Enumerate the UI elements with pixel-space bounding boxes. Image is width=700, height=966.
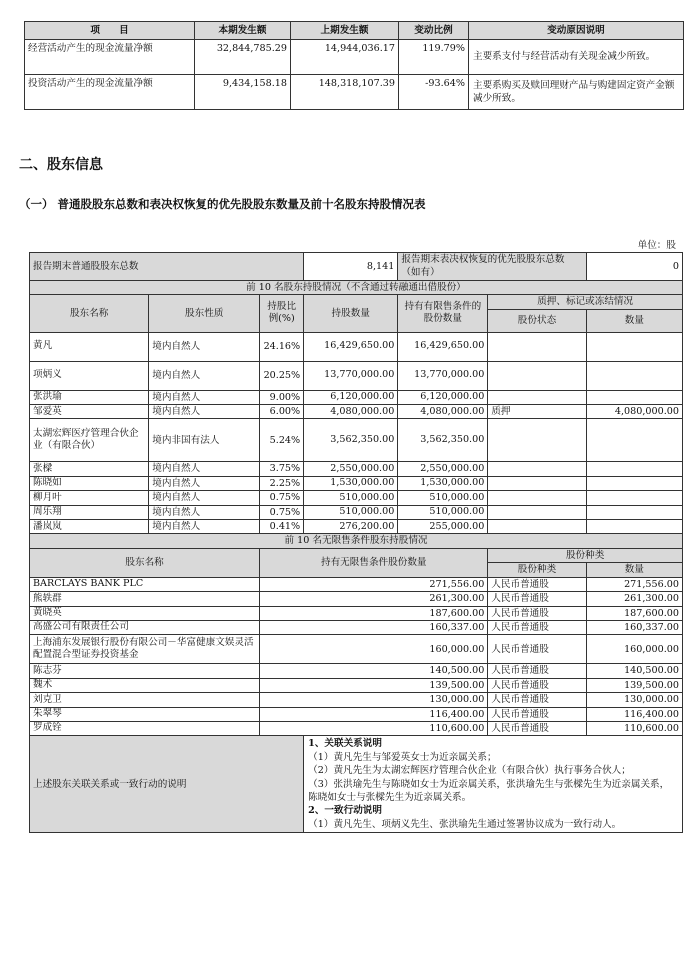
shareholder-pledge-status: [488, 476, 586, 490]
u-holder-name: 罗成铨: [30, 721, 260, 735]
shareholder-ratio: 0.75%: [260, 491, 304, 505]
shareholder-restricted: 16,429,650.00: [398, 332, 488, 361]
u-holder-name: 高盛公司有限责任公司: [30, 620, 260, 634]
u-holder-name: 上海浦东发展银行股份有限公司－华富健康文娱灵活配置混合型证券投资基金: [30, 635, 260, 664]
shareholder-restricted: 1,530,000.00: [398, 476, 488, 490]
cashflow-row: [25, 40, 684, 75]
shareholder-ratio: 0.41%: [260, 520, 304, 534]
u-holder-num: 139,500.00: [586, 678, 682, 692]
shareholder-restricted: 4,080,000.00: [398, 405, 488, 419]
shareholder-name: 陈晓如: [30, 476, 149, 490]
shareholder-restricted: 13,770,000.00: [398, 361, 488, 390]
unrestricted-row: [30, 635, 683, 664]
shareholder-nature: 境内自然人: [149, 491, 260, 505]
col-ratio-header: 持股比例(%): [260, 295, 304, 332]
shareholder-row: [30, 419, 683, 462]
shareholder-name: 黄凡: [30, 332, 149, 361]
cashflow-table: [24, 21, 684, 110]
shareholder-ratio: 6.00%: [260, 405, 304, 419]
total-holders-row: [30, 253, 683, 281]
shareholder-ratio: 24.16%: [260, 332, 304, 361]
cashflow-previous: 148,318,107.39: [291, 75, 399, 110]
col-name-header: 股东名称: [30, 295, 149, 332]
top10-title-row: [30, 280, 683, 294]
shareholder-nature: 境内自然人: [149, 390, 260, 404]
top10-title: 前 10 名股东持股情况（不含通过转融通出借股份）: [30, 280, 683, 294]
shareholder-name: 潘岚岚: [30, 520, 149, 534]
cashflow-header-current: 本期发生额: [195, 22, 291, 40]
u-holder-name: 刘克卫: [30, 693, 260, 707]
shareholder-name: 邹爱英: [30, 405, 149, 419]
shareholders-table: [29, 252, 683, 833]
shareholder-shares: 510,000.00: [304, 505, 398, 519]
relation-heading: 2、一致行动说明: [308, 805, 382, 817]
shareholder-pledge-qty: [586, 462, 682, 476]
u-holder-qty: 187,600.00: [260, 606, 488, 620]
cashflow-ratio: 119.79%: [399, 40, 469, 75]
top10-header-row: [30, 295, 683, 309]
cashflow-header-row: [25, 22, 684, 40]
shareholder-shares: 3,562,350.00: [304, 419, 398, 462]
shareholder-pledge-qty: [586, 520, 682, 534]
shareholder-ratio: 0.75%: [260, 505, 304, 519]
shareholder-pledge-qty: [586, 505, 682, 519]
relation-line: （1）黄凡先生与邹爱英女士为近亲属关系；: [308, 751, 497, 763]
shareholder-name: 张洪瑜: [30, 390, 149, 404]
shareholder-pledge-status: [488, 332, 586, 361]
u-holder-name: 魏术: [30, 678, 260, 692]
shareholder-shares: 2,550,000.00: [304, 462, 398, 476]
shareholder-restricted: 255,000.00: [398, 520, 488, 534]
col-restricted-header: 持有有限售条件的股份数量: [398, 295, 488, 332]
shareholder-row: [30, 332, 683, 361]
shareholder-row: [30, 491, 683, 505]
cashflow-header-ratio: 变动比例: [399, 22, 469, 40]
total-holders-label: 报告期末普通股股东总数: [30, 253, 304, 281]
u-holder-num: 160,337.00: [586, 620, 682, 634]
u-holder-type: 人民币普通股: [488, 577, 586, 591]
shareholder-restricted: 3,562,350.00: [398, 419, 488, 462]
shareholder-nature: 境内自然人: [149, 361, 260, 390]
shareholder-row: [30, 476, 683, 490]
u-holder-qty: 110,600.00: [260, 721, 488, 735]
shareholder-shares: 276,200.00: [304, 520, 398, 534]
u-col-type-header: 股份种类: [488, 563, 586, 577]
col-pledge-status-header: 股份状态: [488, 309, 586, 332]
u-holder-type: 人民币普通股: [488, 693, 586, 707]
shareholder-row: [30, 361, 683, 390]
shareholder-restricted: 2,550,000.00: [398, 462, 488, 476]
col-nature-header: 股东性质: [149, 295, 260, 332]
cashflow-header-previous: 上期发生额: [291, 22, 399, 40]
unrestricted-header-row: [30, 548, 683, 562]
shareholder-nature: 境内非国有法人: [149, 419, 260, 462]
shareholder-nature: 境内自然人: [149, 520, 260, 534]
cashflow-header-reason: 变动原因说明: [469, 22, 684, 40]
shareholder-restricted: 510,000.00: [398, 505, 488, 519]
u-holder-name: BARCLAYS BANK PLC: [30, 577, 260, 591]
total-holders-value: 8,141: [304, 253, 398, 281]
u-holder-type: 人民币普通股: [488, 707, 586, 721]
shareholder-nature: 境内自然人: [149, 332, 260, 361]
shareholder-row: [30, 520, 683, 534]
u-holder-name: 黄晓英: [30, 606, 260, 620]
shareholder-shares: 13,770,000.00: [304, 361, 398, 390]
u-holder-qty: 261,300.00: [260, 592, 488, 606]
shareholder-name: 张樑: [30, 462, 149, 476]
u-holder-name: 熊轶群: [30, 592, 260, 606]
cashflow-item: 投资活动产生的现金流量净额: [25, 75, 195, 110]
shareholder-shares: 4,080,000.00: [304, 405, 398, 419]
unrestricted-row: [30, 664, 683, 678]
unrestricted-row: [30, 606, 683, 620]
preferred-holders-label: 报告期末表决权恢复的优先股股东总数（如有）: [398, 253, 586, 281]
shareholder-ratio: 20.25%: [260, 361, 304, 390]
u-holder-type: 人民币普通股: [488, 635, 586, 664]
u-holder-type: 人民币普通股: [488, 678, 586, 692]
shareholder-ratio: 2.25%: [260, 476, 304, 490]
relation-note: [304, 736, 683, 833]
u-holder-qty: 130,000.00: [260, 693, 488, 707]
unrestricted-row: [30, 620, 683, 634]
shareholder-row: [30, 505, 683, 519]
u-holder-qty: 116,400.00: [260, 707, 488, 721]
u-holder-type: 人民币普通股: [488, 592, 586, 606]
u-holder-num: 187,600.00: [586, 606, 682, 620]
shareholder-ratio: 3.75%: [260, 462, 304, 476]
unrestricted-row: [30, 707, 683, 721]
shareholder-name: 柳月叶: [30, 491, 149, 505]
u-col-type-group-header: 股份种类: [488, 548, 683, 562]
shareholder-row: [30, 390, 683, 404]
shareholder-pledge-qty: 4,080,000.00: [586, 405, 682, 419]
relation-row: [30, 736, 683, 833]
u-holder-num: 110,600.00: [586, 721, 682, 735]
u-holder-qty: 160,000.00: [260, 635, 488, 664]
shareholder-ratio: 5.24%: [260, 419, 304, 462]
shareholder-pledge-qty: [586, 332, 682, 361]
u-holder-type: 人民币普通股: [488, 620, 586, 634]
shareholder-row: [30, 462, 683, 476]
shareholder-nature: 境内自然人: [149, 405, 260, 419]
shareholder-nature: 境内自然人: [149, 476, 260, 490]
col-shares-header: 持股数量: [304, 295, 398, 332]
u-holder-num: 160,000.00: [586, 635, 682, 664]
cashflow-current: 9,434,158.18: [195, 75, 291, 110]
shareholder-pledge-status: [488, 505, 586, 519]
u-holder-num: 140,500.00: [586, 664, 682, 678]
unrestricted-row: [30, 693, 683, 707]
shareholder-name: 项炳义: [30, 361, 149, 390]
shareholder-nature: 境内自然人: [149, 462, 260, 476]
cashflow-current: 32,844,785.29: [195, 40, 291, 75]
shareholder-pledge-qty: [586, 419, 682, 462]
cashflow-header-item: 项 目: [25, 22, 195, 40]
u-holder-type: 人民币普通股: [488, 721, 586, 735]
u-holder-num: 261,300.00: [586, 592, 682, 606]
u-holder-qty: 271,556.00: [260, 577, 488, 591]
u-holder-qty: 139,500.00: [260, 678, 488, 692]
shareholder-name: 太湖宏辉医疗管理合伙企业（有限合伙）: [30, 419, 149, 462]
unrestricted-row: [30, 577, 683, 591]
unit-label: 单位：股: [637, 240, 676, 251]
cashflow-ratio: -93.64%: [399, 75, 469, 110]
u-holder-name: 陈志芬: [30, 664, 260, 678]
relation-label: 上述股东关联关系或一致行动的说明: [30, 736, 304, 833]
unrestricted-title: 前 10 名无限售条件股东持股情况: [30, 534, 683, 548]
u-holder-num: 130,000.00: [586, 693, 682, 707]
section-title: 二、股东信息: [19, 157, 103, 173]
shareholder-shares: 6,120,000.00: [304, 390, 398, 404]
shareholder-shares: 510,000.00: [304, 491, 398, 505]
shareholder-pledge-status: [488, 419, 586, 462]
shareholder-pledge-status: 质押: [488, 405, 586, 419]
u-col-name-header: 股东名称: [30, 548, 260, 577]
shareholder-pledge-status: [488, 390, 586, 404]
u-col-qty-header: 持有无限售条件股份数量: [260, 548, 488, 577]
col-pledge-group-header: 质押、标记或冻结情况: [488, 295, 683, 309]
u-holder-name: 朱翠琴: [30, 707, 260, 721]
cashflow-reason: 主要系购买及赎回理财产品与购建固定资产金额减少所致。: [469, 75, 684, 110]
shareholder-restricted: 510,000.00: [398, 491, 488, 505]
shareholder-pledge-status: [488, 520, 586, 534]
shareholder-pledge-qty: [586, 491, 682, 505]
cashflow-row: [25, 75, 684, 110]
shareholder-row: [30, 405, 683, 419]
relation-line: （1）黄凡先生、项炳义先生、张洪瑜先生通过签署协议成为一致行动人。: [308, 818, 622, 830]
relation-line: （3）张洪瑜先生与陈晓如女士为近亲属关系，张洪瑜先生与张樑先生为近亲属关系，陈晓如女士与张樑先生为近亲属关系。: [308, 778, 670, 803]
shareholder-name: 周乐翔: [30, 505, 149, 519]
unrestricted-title-row: [30, 534, 683, 548]
u-holder-num: 116,400.00: [586, 707, 682, 721]
u-holder-num: 271,556.00: [586, 577, 682, 591]
cashflow-previous: 14,944,036.17: [291, 40, 399, 75]
unrestricted-row: [30, 721, 683, 735]
shareholder-nature: 境内自然人: [149, 505, 260, 519]
shareholder-shares: 16,429,650.00: [304, 332, 398, 361]
shareholder-pledge-qty: [586, 361, 682, 390]
shareholder-pledge-qty: [586, 476, 682, 490]
shareholder-pledge-status: [488, 491, 586, 505]
u-holder-qty: 160,337.00: [260, 620, 488, 634]
u-holder-type: 人民币普通股: [488, 606, 586, 620]
shareholder-shares: 1,530,000.00: [304, 476, 398, 490]
col-pledge-qty-header: 数量: [586, 309, 682, 332]
unrestricted-row: [30, 592, 683, 606]
preferred-holders-value: 0: [586, 253, 682, 281]
shareholder-ratio: 9.00%: [260, 390, 304, 404]
shareholder-pledge-qty: [586, 390, 682, 404]
shareholder-pledge-status: [488, 462, 586, 476]
relation-heading: 1、关联关系说明: [308, 738, 382, 750]
u-holder-type: 人民币普通股: [488, 664, 586, 678]
unrestricted-row: [30, 678, 683, 692]
cashflow-item: 经营活动产生的现金流量净额: [25, 40, 195, 75]
u-holder-qty: 140,500.00: [260, 664, 488, 678]
relation-line: （2）黄凡先生为太湖宏辉医疗管理合伙企业（有限合伙）执行事务合伙人；: [308, 765, 631, 777]
u-col-num-header: 数量: [586, 563, 682, 577]
cashflow-reason: 主要系支付与经营活动有关现金减少所致。: [469, 40, 684, 75]
subsection-title: （一） 普通股股东总数和表决权恢复的优先股股东数量及前十名股东持股情况表: [19, 197, 426, 211]
shareholder-restricted: 6,120,000.00: [398, 390, 488, 404]
shareholder-pledge-status: [488, 361, 586, 390]
